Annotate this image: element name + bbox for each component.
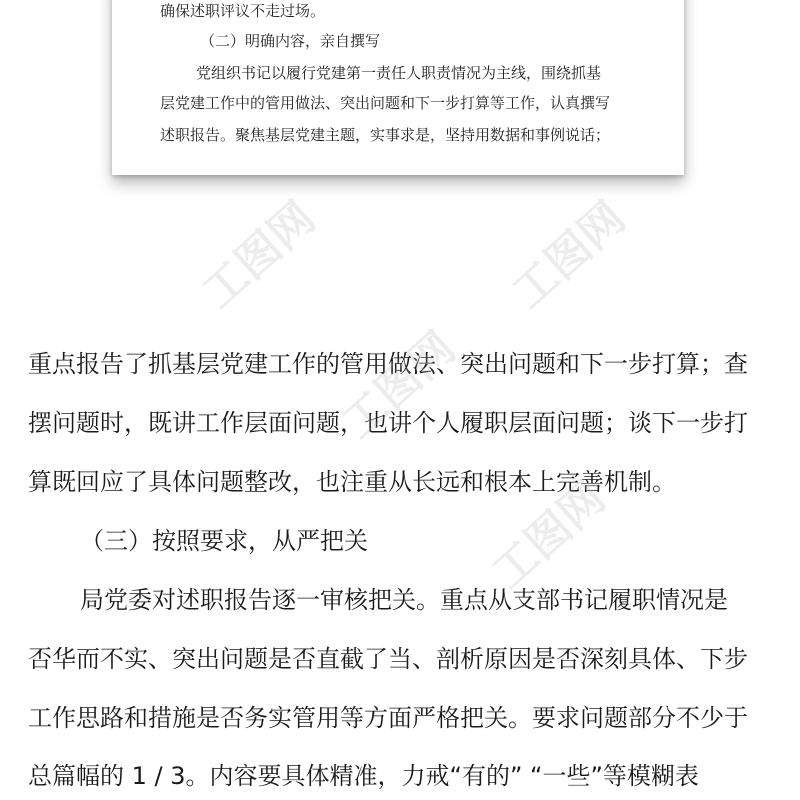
card-line-4: 层党建工作中的管用做法、突出问题和下一步打算等工作，认真撰写 [160, 94, 611, 112]
watermark: 工图网 [502, 192, 636, 319]
section-heading: （三）按照要求，从严把关 [80, 527, 368, 555]
card-subheading: （二）明确内容，亲自撰写 [200, 32, 381, 50]
card-line-3: 党组织书记以履行党建第一责任人职责情况为主线，围绕抓基 [196, 64, 602, 82]
card-line-1: 确保述职评议不走过场。 [160, 2, 326, 20]
body-line-2: 摆问题时，既讲工作层面问题，也讲个人履职层面问题；谈下一步打 [28, 409, 748, 437]
body-line-8: 总篇幅的 1 / 3。内容要具体精准，力戒“有的” “一些”等模糊表 [28, 762, 699, 790]
body-line-5: 局党委对述职报告逐一审核把关。重点从支部书记履职情况是 [80, 586, 728, 614]
watermark: 工图网 [332, 322, 466, 449]
document-preview-card [112, 0, 684, 175]
card-line-5: 述职报告。聚焦基层党建主题，实事求是，坚持用数据和事例说话； [160, 126, 611, 144]
watermark: 工图网 [482, 472, 616, 599]
watermark: 工图网 [192, 192, 326, 319]
body-line-7: 工作思路和措施是否务实管用等方面严格把关。要求问题部分不少于 [28, 704, 748, 732]
body-line-3: 算既回应了具体问题整改，也注重从长远和根本上完善机制。 [28, 468, 676, 496]
body-line-1: 重点报告了抓基层党建工作的管用做法、突出问题和下一步打算；查 [28, 350, 748, 378]
body-line-6: 否华而不实、突出问题是否直截了当、剖析原因是否深刻具体、下步 [28, 645, 748, 673]
